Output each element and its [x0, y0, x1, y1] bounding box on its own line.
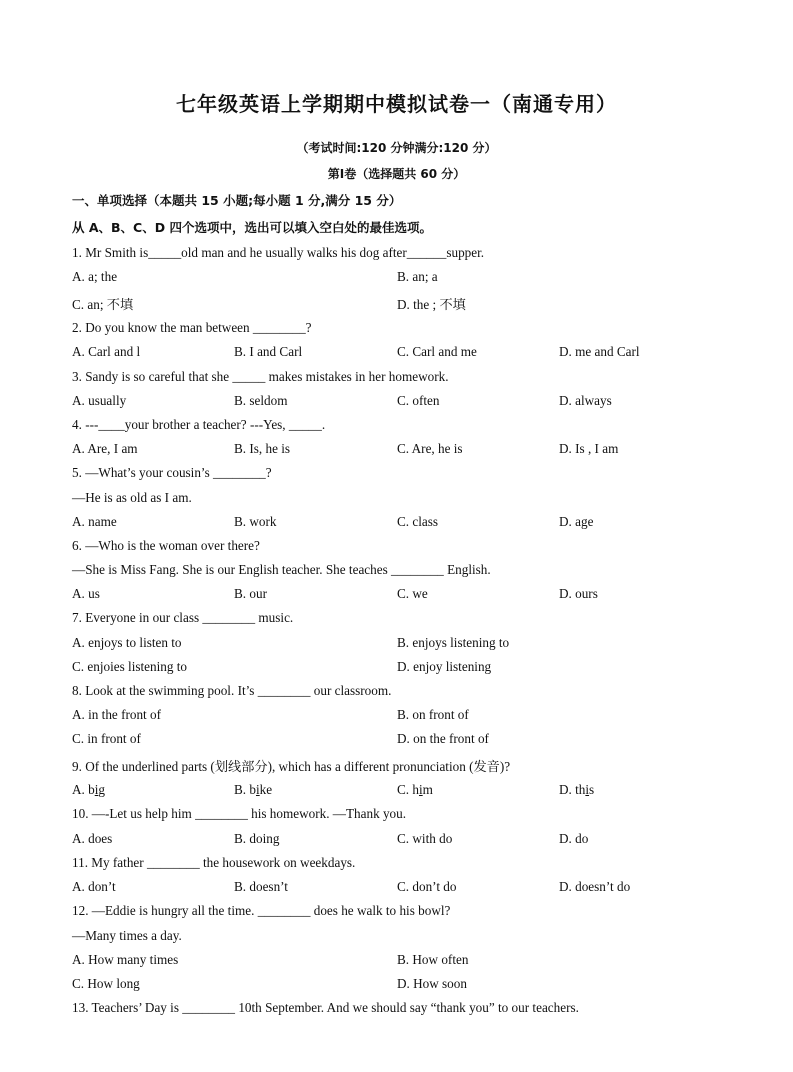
option-c: C. How long: [72, 976, 140, 991]
underlined-letter: i: [585, 782, 590, 797]
question-stem-line-2: —She is Miss Fang. She is our English teacher. She teaches ________ English.: [72, 562, 491, 577]
question-stem: 4. ---____your brother a teacher? ---Yes, _____.: [72, 417, 326, 432]
option-b: B. bike: [234, 782, 273, 797]
option-b: B. doesn’t: [234, 879, 288, 894]
option-a: A. does: [72, 831, 113, 846]
option-c: C. an; 不填: [72, 297, 134, 312]
option-c: C. Carl and me: [397, 344, 477, 359]
option-b: B. Is, he is: [234, 441, 291, 456]
option-d: D. age: [559, 514, 594, 529]
option-a: A. Carl and l: [72, 344, 141, 359]
section-instruction: 从 A、B、C、D 四个选项中，选出可以填入空白处的最佳选项。: [72, 220, 432, 235]
underlined-letter: i: [418, 782, 423, 797]
question-stem: 11. My father ________ the housework on weekdays.: [72, 855, 356, 870]
option-c: C. enjoies listening to: [72, 659, 188, 674]
option-c: C. him: [397, 782, 433, 797]
underlined-letter: i: [94, 782, 99, 797]
question-stem: 10. —-Let us help him ________ his homework. —Thank you.: [72, 806, 407, 821]
option-a: A. in the front of: [72, 707, 161, 722]
option-a: A. How many times: [72, 952, 179, 967]
option-a: A. usually: [72, 393, 127, 408]
option-b: B. doing: [234, 831, 280, 846]
option-d: D. Is , I am: [559, 441, 619, 456]
option-b: B. on front of: [397, 707, 469, 722]
option-d: D. do: [559, 831, 589, 846]
question-stem: 5. —What’s your cousin’s ________?: [72, 465, 272, 480]
option-b: B. How often: [397, 952, 469, 967]
option-b: B. an; a: [397, 269, 438, 284]
option-a: A. name: [72, 514, 117, 529]
question-stem: 9. Of the underlined parts (划线部分), which has a different pronunciation (发音)?: [72, 759, 511, 774]
option-b: B. work: [234, 514, 277, 529]
question-stem: 8. Look at the swimming pool. It’s ________ our classroom.: [72, 683, 392, 698]
option-a: A. enjoys to listen to: [72, 635, 182, 650]
exam-title: 七年级英语上学期期中模拟试卷一（南通专用）: [176, 92, 617, 116]
option-a: A. don’t: [72, 879, 116, 894]
option-b: B. seldom: [234, 393, 288, 408]
underlined-letter: i: [255, 782, 260, 797]
option-d: D. ours: [559, 586, 598, 601]
exam-info: （考试时间:120 分钟满分:120 分）: [296, 141, 497, 155]
option-c: C. Are, he is: [397, 441, 463, 456]
option-d: D. on the front of: [397, 731, 489, 746]
question-stem: 6. —Who is the woman over there?: [72, 538, 260, 553]
option-d: D. this: [559, 782, 595, 797]
option-b: B. our: [234, 586, 267, 601]
option-b: B. I and Carl: [234, 344, 303, 359]
part-title: 第Ⅰ卷（选择题共 60 分）: [327, 167, 466, 181]
question-stem: 13. Teachers’ Day is ________ 10th September. And we should say “thank you” to our teachers.: [72, 1000, 579, 1015]
option-d: D. How soon: [397, 976, 467, 991]
section-heading: 一、单项选择（本题共 15 小题;每小题 1 分,满分 15 分）: [72, 193, 402, 208]
option-d: D. always: [559, 393, 612, 408]
option-c: C. with do: [397, 831, 453, 846]
option-a: A. big: [72, 782, 105, 797]
option-d: D. me and Carl: [559, 344, 640, 359]
option-c: C. in front of: [72, 731, 141, 746]
option-a: A. Are, I am: [72, 441, 138, 456]
option-b: B. enjoys listening to: [397, 635, 510, 650]
option-d: D. doesn’t do: [559, 879, 631, 894]
option-d: D. the ; 不填: [397, 297, 466, 312]
option-c: C. we: [397, 586, 428, 601]
question-stem: 1. Mr Smith is_____old man and he usually walks his dog after______supper.: [72, 245, 485, 260]
question-stem: 3. Sandy is so careful that she _____ makes mistakes in her homework.: [72, 369, 449, 384]
option-c: C. often: [397, 393, 440, 408]
question-stem: 2. Do you know the man between ________?: [72, 320, 312, 335]
option-d: D. enjoy listening: [397, 659, 492, 674]
option-a: A. a; the: [72, 269, 118, 284]
question-stem: 7. Everyone in our class ________ music.: [72, 610, 294, 625]
option-c: C. class: [397, 514, 439, 529]
option-c: C. don’t do: [397, 879, 457, 894]
question-stem-line-2: —He is as old as I am.: [72, 490, 192, 505]
question-stem-line-2: —Many times a day.: [72, 928, 182, 943]
question-stem: 12. —Eddie is hungry all the time. ________ does he walk to his bowl?: [72, 903, 451, 918]
option-a: A. us: [72, 586, 100, 601]
